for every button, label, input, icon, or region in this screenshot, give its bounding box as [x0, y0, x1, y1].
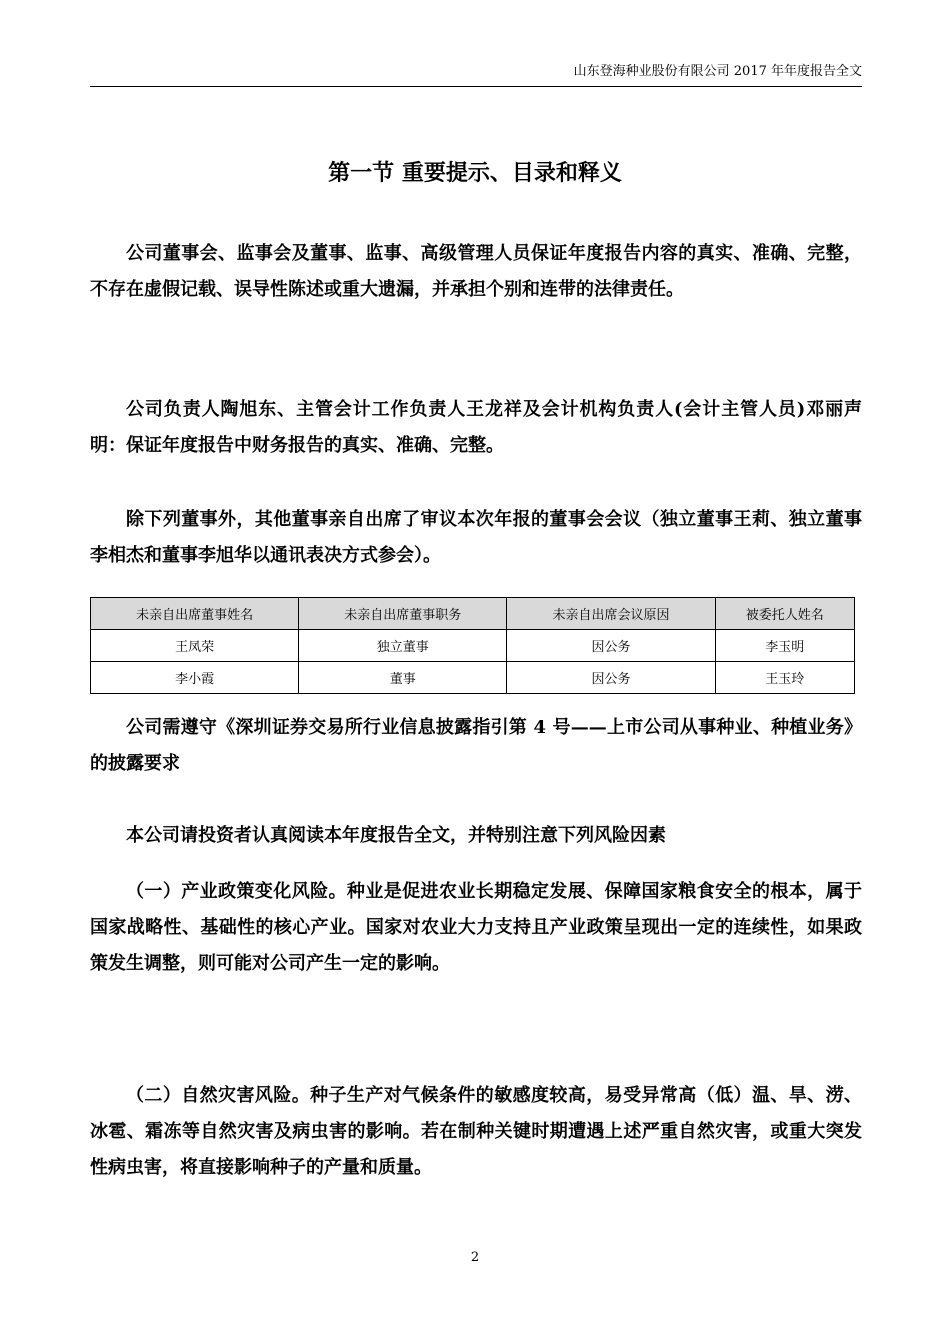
table-cell: 因公务	[507, 630, 715, 662]
table-cell: 王凤荣	[91, 630, 299, 662]
table-cell: 董事	[299, 662, 507, 694]
paragraph-policy-risk: （一）产业政策变化风险。种业是促进农业长期稳定发展、保障国家粮食安全的根本，属于国家战略性、基础性的核心产业。国家对农业大力支持且产业政策呈现出一定的连续性，如果政策发生调整，则可能对公司产生一定的影响。	[90, 881, 862, 974]
table-cell: 因公务	[507, 662, 715, 694]
page-number: 2	[470, 1250, 480, 1265]
header-divider	[90, 86, 862, 87]
table-header-cell: 未亲自出席会议原因	[507, 598, 715, 630]
paragraph-responsibility: 公司董事会、监事会及董事、监事、高级管理人员保证年度报告内容的真实、准确、完整，不存在虚假记载、误导性陈述或重大遗漏，并承担个别和连带的法律责任。	[90, 243, 862, 300]
table-cell: 李小霞	[91, 662, 299, 694]
table-header-cell: 未亲自出席董事职务	[299, 598, 507, 630]
paragraph-risk-intro: 本公司请投资者认真阅读本年度报告全文，并特别注意下列风险因素	[126, 825, 666, 846]
table-header-cell: 被委托人姓名	[715, 598, 854, 630]
table-header-row	[91, 598, 855, 630]
table-header-cell: 未亲自出席董事姓名	[91, 598, 299, 630]
paragraph-statement: 公司负责人陶旭东、主管会计工作负责人王龙祥及会计机构负责人(会计主管人员)邓丽声明：保证年度报告中财务报告的真实、准确、完整。	[90, 399, 862, 456]
paragraph-disclosure-guideline: 公司需遵守《深圳证券交易所行业信息披露指引第 4 号——上市公司从事种业、种植业务》的披露要求	[90, 717, 862, 774]
paragraph-natural-disaster-risk: （二）自然灾害风险。种子生产对气候条件的敏感度较高，易受异常高（低）温、旱、涝、冰雹、霜冻等自然灾害及病虫害的影响。若在制种关键时期遭遇上述严重自然灾害，或重大突发性病虫害，将直接影响种子的产量和质量。	[90, 1085, 862, 1178]
table-cell: 王玉玲	[715, 662, 854, 694]
absent-directors-table	[90, 597, 855, 694]
table-row	[91, 630, 855, 662]
table-row	[91, 662, 855, 694]
table-cell: 李玉明	[715, 630, 854, 662]
table-cell: 独立董事	[299, 630, 507, 662]
paragraph-attendance: 除下列董事外，其他董事亲自出席了审议本次年报的董事会会议（独立董事王莉、独立董事李相杰和董事李旭华以通讯表决方式参会）。	[90, 509, 862, 566]
page-header: 山东登海种业股份有限公司 2017 年年度报告全文	[573, 64, 862, 79]
section-title: 第一节 重要提示、目录和释义	[328, 160, 622, 186]
